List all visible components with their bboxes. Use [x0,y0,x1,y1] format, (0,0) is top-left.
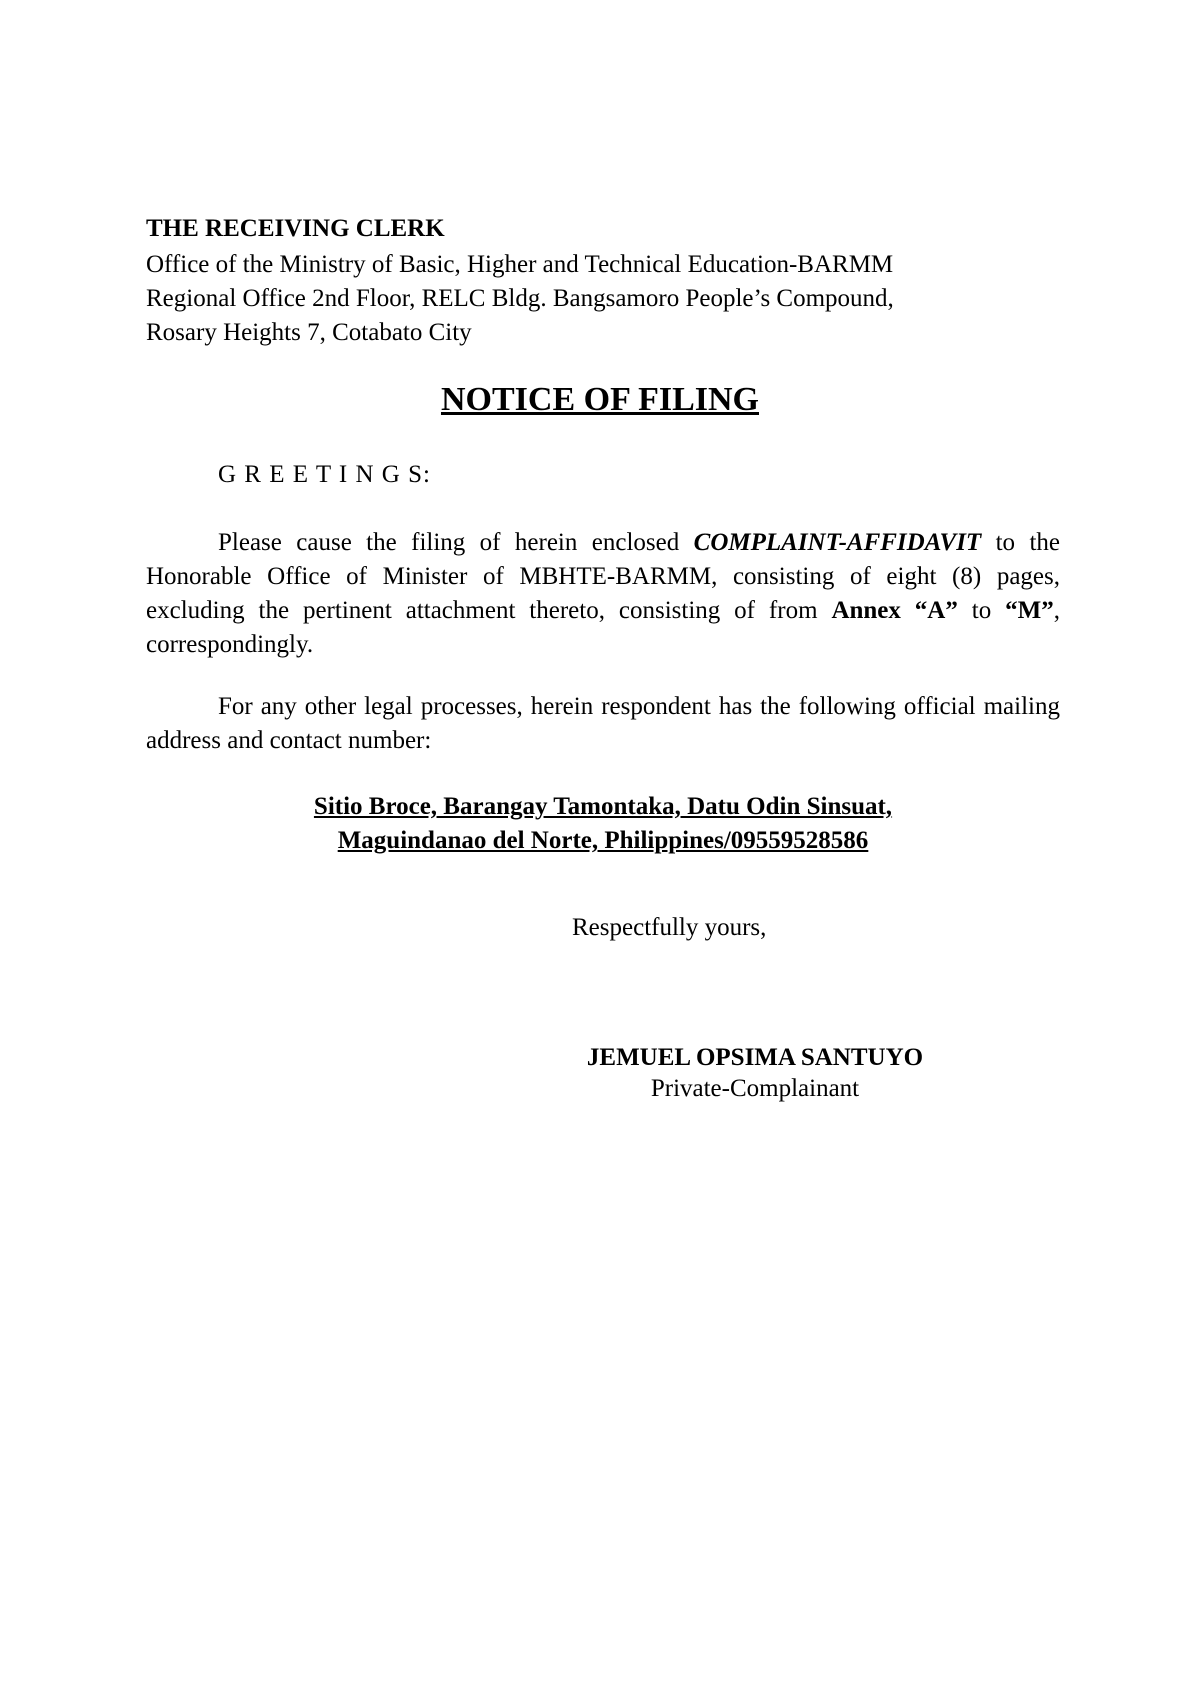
addressee-line: Rosary Heights 7, Cotabato City [146,319,472,346]
paragraph-text: , correspondingly. [146,597,1061,658]
addressee-line: Office of the Ministry of Basic, Higher and Technical Education-BARMM [146,251,894,278]
paragraph-text: Please cause the filing of herein enclosed [218,529,694,556]
paragraph-text: to the Honorable Office of Minister of MBHTE-BARMM, consisting of eight (8) pages, excluding the pertinent attachment thereto, consisting of from [146,529,1060,624]
signatory-role: Private-Complainant [650,1075,860,1102]
mailing-address [146,790,1060,858]
body-paragraph-mailing: For any other legal processes, herein respondent has the following official mailing address and contact number: [146,693,1060,754]
mailing-address-line: Maguindanao del Norte, Philippines/09559528586 [337,827,869,854]
signatory-name: JEMUEL OPSIMA SANTUYO [586,1044,924,1071]
closing-salutation: Respectfully yours, [572,914,767,941]
body-paragraph-filing [146,526,1060,662]
mailing-address-line: Sitio Broce, Barangay Tamontaka, Datu Odin Sinsuat, [313,793,893,820]
addressee-title: THE RECEIVING CLERK [146,215,445,242]
annex-end-emphasis: “M” [1005,597,1054,624]
document-type-emphasis: COMPLAINT-AFFIDAVIT [693,529,982,556]
greeting: G R E E T I N G S: [218,461,431,488]
paragraph-text: to [957,597,1006,624]
addressee-line: Regional Office 2nd Floor, RELC Bldg. Bangsamoro People’s Compound, [146,285,894,312]
signature-block [500,1043,1010,1105]
addressee-block [146,214,1096,350]
annex-start-emphasis: Annex “A” [831,597,958,624]
document-title: NOTICE OF FILING [440,381,759,418]
